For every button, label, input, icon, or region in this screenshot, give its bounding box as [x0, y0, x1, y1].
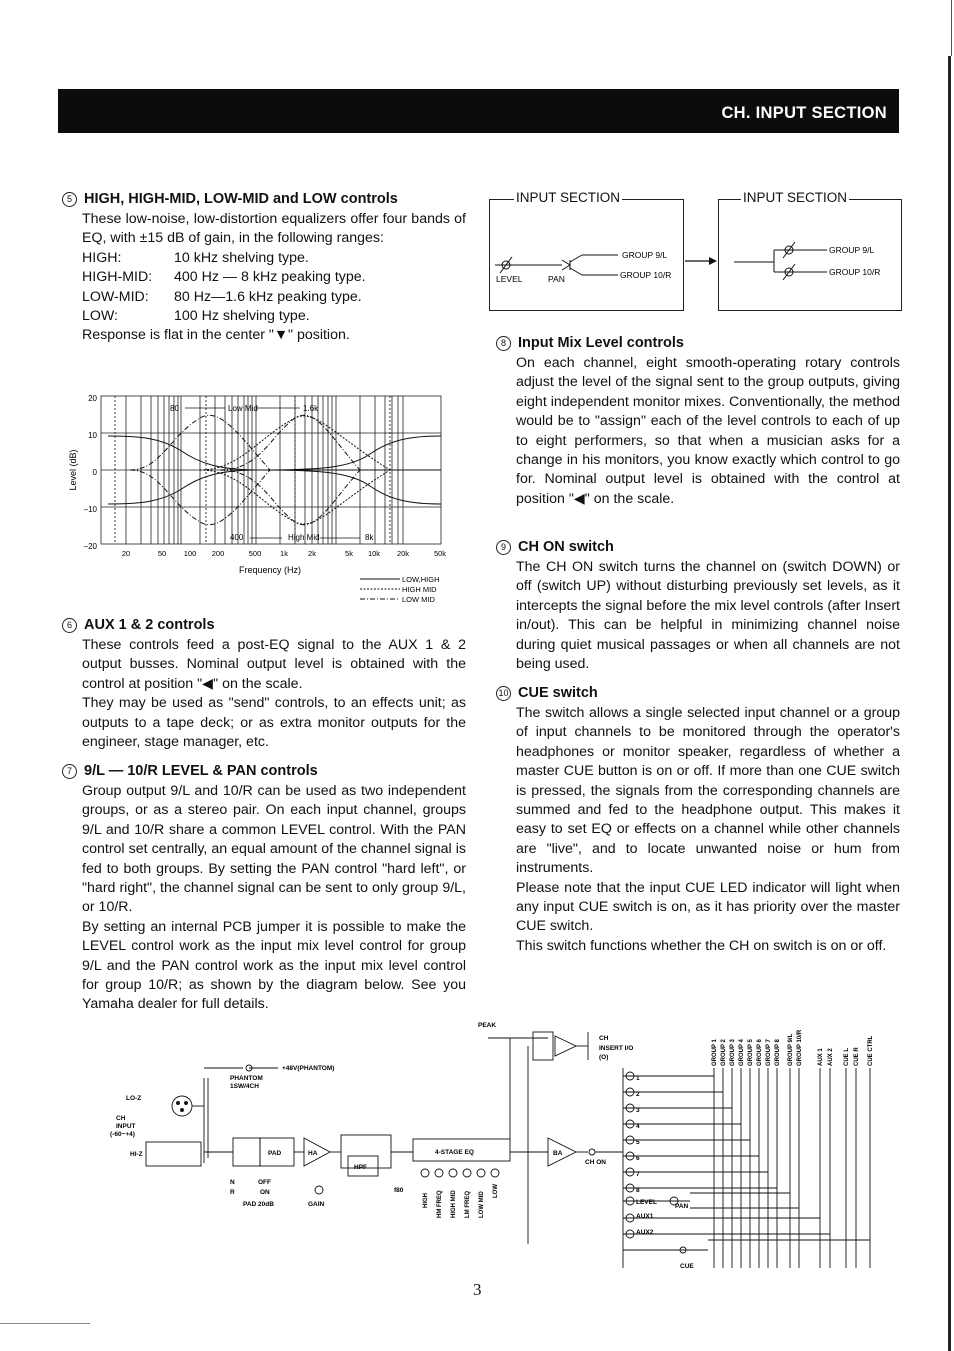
section-number: 5: [62, 192, 77, 207]
band-row: [82, 307, 466, 326]
eq-response-graph: [60, 388, 455, 606]
bottom-rule: [0, 1323, 90, 1324]
pan-label: PAN: [548, 274, 565, 284]
edge-rule-top: [951, 0, 952, 56]
bus-label: AUX 2: [828, 1048, 834, 1066]
x-tick: 500: [248, 549, 262, 558]
section-heading: [496, 684, 900, 703]
heading-text: Input Mix Level controls: [518, 335, 684, 351]
diagram-title: INPUT SECTION: [743, 190, 848, 205]
diagram-label: HPF: [354, 1164, 367, 1171]
section-heading: [496, 334, 900, 353]
diagram-label: (O): [599, 1054, 609, 1061]
annotation: 400: [230, 533, 244, 542]
diagram-label: BA: [553, 1150, 563, 1157]
knob-number: 1: [636, 1075, 640, 1082]
y-tick: 0: [92, 468, 97, 477]
x-tick: 200: [211, 549, 225, 558]
knob-number: 2: [636, 1091, 640, 1098]
section-aux: [66, 616, 466, 752]
diagram-title: INPUT SECTION: [516, 190, 621, 205]
legend-entry: LOW,HIGH: [402, 575, 440, 584]
diagram-label: LO-Z: [126, 1095, 142, 1102]
section-cue: [498, 684, 900, 956]
x-tick: 2k: [308, 549, 316, 558]
diagram-label: OFF: [258, 1179, 271, 1186]
diagram-label: PHANTOM: [230, 1075, 263, 1082]
bus-label: GROUP 2: [721, 1039, 727, 1066]
x-tick: 100: [183, 549, 197, 558]
band-row: [82, 268, 466, 287]
y-tick: 20: [88, 394, 97, 403]
annotation: 1.6k: [303, 404, 319, 413]
diagram-label: GAIN: [308, 1201, 325, 1208]
diagram-label: HI-Z: [130, 1151, 143, 1158]
bus-label: CUE R: [854, 1047, 860, 1066]
page-title: CH. INPUT SECTION: [721, 104, 887, 122]
diagram-label: HA: [308, 1150, 318, 1157]
heading-text: AUX 1 & 2 controls: [84, 617, 215, 633]
diagram-label: 4-STAGE EQ: [435, 1149, 474, 1156]
section-banner: [58, 89, 899, 133]
legend-entry: HIGH MID: [402, 585, 437, 594]
heading-text: HIGH, HIGH-MID, LOW-MID and LOW controls: [84, 191, 398, 207]
diagram-label: INPUT: [116, 1123, 136, 1130]
diagram-label: CH: [599, 1035, 609, 1042]
x-axis-label: Frequency (Hz): [238, 565, 302, 575]
paragraph: By setting an internal PCB jumper it is possible to make the LEVEL control work as the input mix level control for group 9/L and the PAN control work as the input mix level control for group 10/R; as shown by the diagram below. See you Yamaha dealer for full details.: [82, 918, 466, 1013]
diagram-label: (-60~+4): [110, 1131, 135, 1138]
bus-label: GROUP 9/L: [788, 1033, 794, 1066]
bus-label: GROUP 8: [775, 1039, 781, 1066]
annotation: High Mid: [288, 533, 320, 542]
diagram-label: LEVEL: [636, 1199, 657, 1206]
paragraph: The CH ON switch turns the channel on (switch DOWN) or off (switch UP) without disturbing previously set levels, as it intercepts the signal before the mix level controls (after Insert in/out). This can be helpful in minimizing channel noise during quiet musical passages or when all channels are not being used.: [516, 559, 900, 673]
bus-label: AUX 1: [818, 1048, 824, 1066]
heading-text: CUE switch: [518, 685, 598, 701]
section-number: 6: [62, 618, 77, 633]
section-level-pan: [66, 762, 466, 1015]
x-tick: 50k: [433, 549, 447, 558]
section-heading: [496, 538, 900, 557]
heading-text: 9/L — 10/R LEVEL & PAN controls: [84, 763, 318, 779]
bus-label: GROUP 5: [748, 1039, 754, 1066]
paragraph: This switch functions whether the CH on switch is on or off.: [516, 937, 887, 954]
x-tick: 50: [157, 549, 167, 558]
knob-number: 4: [636, 1123, 640, 1130]
bus-label: GROUP 3: [730, 1039, 736, 1066]
bus-label: GROUP 7: [766, 1039, 772, 1066]
diagram-label: f80: [394, 1187, 404, 1194]
channel-block-diagram: [108, 1018, 883, 1276]
annotation: Low Mid: [228, 404, 258, 413]
page-number: 3: [473, 1280, 482, 1299]
edge-rule: [948, 56, 951, 1351]
paragraph: On each channel, eight smooth-operating rotary controls adjust the level of the signal sent to the group outputs, giving eight independent monitor mixes. Conventionally, the method would be to "assign" each of the level controls to each of up to eight performers, so that when a musician asks for a change in his monitors, you know exactly which control to go for. Nominal output level is obtained with the control at position "◀" on the scale.: [516, 355, 900, 507]
eq-knob-label: LOW: [493, 1184, 499, 1198]
x-tick: 20k: [396, 549, 410, 558]
bus-label: CUE L: [844, 1048, 850, 1066]
x-tick: 5k: [345, 549, 353, 558]
x-tick: 10k: [367, 549, 381, 558]
diagram-label: ON: [260, 1189, 270, 1196]
section-number: 7: [62, 764, 77, 779]
paragraph: These controls feed a post-EQ signal to the AUX 1 & 2 output busses. Nominal output level is obtained with the control at position "◀" on the scale.: [82, 637, 466, 692]
group-label: GROUP 9/L: [829, 245, 875, 255]
eq-knob-label: HIGH: [423, 1193, 429, 1208]
knob-number: 8: [636, 1187, 640, 1194]
diagram-label: CH: [116, 1115, 126, 1122]
annotation: 80: [170, 404, 179, 413]
band-name: HIGH-MID:: [82, 269, 153, 286]
bus-label: CUE CTRL: [868, 1035, 874, 1066]
arrow-icon: [683, 254, 719, 268]
input-section-diagram-left: [489, 190, 684, 311]
x-tick: 1k: [280, 549, 288, 558]
paragraph: They may be used as "send" controls, to an effects unit; as outputs to a tape deck; or as extra monitor outputs for the engineer, stage manager, etc.: [82, 695, 466, 751]
annotation: 8k: [365, 533, 374, 542]
knob-number: 5: [636, 1139, 640, 1146]
diagram-label: PAD 20dB: [243, 1201, 274, 1208]
y-axis-label: Level (dB): [68, 449, 78, 491]
eq-knob-label: LM FREQ: [465, 1191, 471, 1218]
knob-number: 3: [636, 1107, 640, 1114]
section-eq: [66, 190, 466, 346]
group-label: GROUP 9/L: [622, 250, 668, 260]
band-name: LOW-MID:: [82, 288, 149, 305]
eq-knob-label: HIGH MID: [451, 1190, 457, 1218]
paragraph: Group output 9/L and 10/R can be used as two independent groups, or as a stereo pair. On each input channel, groups 9/L and 10/R share a common LEVEL control. With the PAN control set centrally, an equal amount of the channel signal is fed to both groups. By setting the PAN control "hard left", or "hard right", the channel signal can be sent to only group 9/L, or 10/R.: [82, 783, 466, 916]
section-heading: [62, 762, 466, 781]
bus-label: GROUP 10/R: [797, 1029, 803, 1066]
diagram-label: CUE: [680, 1263, 694, 1270]
band-desc: 400 Hz — 8 kHz peaking type.: [174, 269, 366, 286]
y-tick: –10: [83, 505, 97, 514]
paragraph: Please note that the input CUE LED indicator will light when any input CUE switch is on, as it has priority over the master CUE switch.: [516, 879, 900, 935]
input-section-diagram-right: [718, 190, 902, 311]
band-desc: 100 Hz shelving type.: [174, 308, 310, 325]
diagram-label: PAN: [675, 1203, 689, 1210]
eq-knob-label: LOW MID: [479, 1191, 485, 1218]
diagram-label: +48V(PHANTOM): [282, 1065, 335, 1072]
section-input-mix: [500, 334, 900, 509]
section-number: 9: [496, 540, 511, 555]
section-number: 10: [496, 686, 511, 701]
paragraph: The switch allows a single selected input channel or a group of input channels to be monitored through the operator's headphones or monitor speaker, regardless of whether a master CUE button is on or off. If more than one CUE switch is pressed, the signals from the corresponding channels are summed and fed to the headphone output. This makes it easy to set EQ or effects on a channel while other channels are "live", and to locate unwanted noise or hum from instruments.: [516, 705, 900, 877]
group-label: GROUP 10/R: [829, 267, 881, 277]
section-number: 8: [496, 336, 511, 351]
section-ch-on: [500, 538, 900, 674]
band-name: LOW:: [82, 308, 119, 325]
bus-label: GROUP 1: [712, 1039, 718, 1066]
y-tick: –20: [83, 542, 97, 551]
knob-number: 7: [636, 1171, 640, 1178]
band-desc: 10 kHz shelving type.: [174, 249, 309, 266]
diagram-label: CH ON: [585, 1159, 606, 1166]
diagram-label: INSERT I/O: [599, 1045, 634, 1052]
y-tick: 10: [88, 431, 97, 440]
level-label: LEVEL: [496, 274, 523, 284]
diagram-label: PEAK: [478, 1022, 497, 1029]
x-tick: 20: [121, 549, 131, 558]
diagram-label: R: [230, 1189, 235, 1196]
eq-knob-label: HM FREQ: [437, 1190, 443, 1218]
diagram-label: N: [230, 1179, 235, 1186]
band-row: [82, 288, 466, 307]
section-heading: [62, 616, 466, 635]
legend-entry: LOW MID: [402, 595, 435, 604]
diagram-label: PAD: [268, 1150, 282, 1157]
diagram-label: 1SW/4CH: [230, 1083, 259, 1090]
diagram-label: AUX2: [636, 1229, 654, 1236]
group-label: GROUP 10/R: [620, 270, 672, 280]
bus-label: GROUP 4: [739, 1039, 745, 1066]
paragraph: Response is flat in the center "▼" position.: [82, 327, 350, 344]
section-heading: [62, 190, 466, 209]
heading-text: CH ON switch: [518, 539, 614, 555]
knob-number: 6: [636, 1155, 640, 1162]
band-desc: 80 Hz—1.6 kHz peaking type.: [174, 288, 362, 305]
band-row: [82, 249, 466, 268]
band-name: HIGH:: [82, 249, 122, 266]
bus-label: GROUP 6: [757, 1039, 763, 1066]
diagram-label: AUX1: [636, 1213, 654, 1220]
paragraph: These low-noise, low-distortion equalizers offer four bands of EQ, with ±15 dB of gain, in the following ranges:: [82, 211, 466, 247]
